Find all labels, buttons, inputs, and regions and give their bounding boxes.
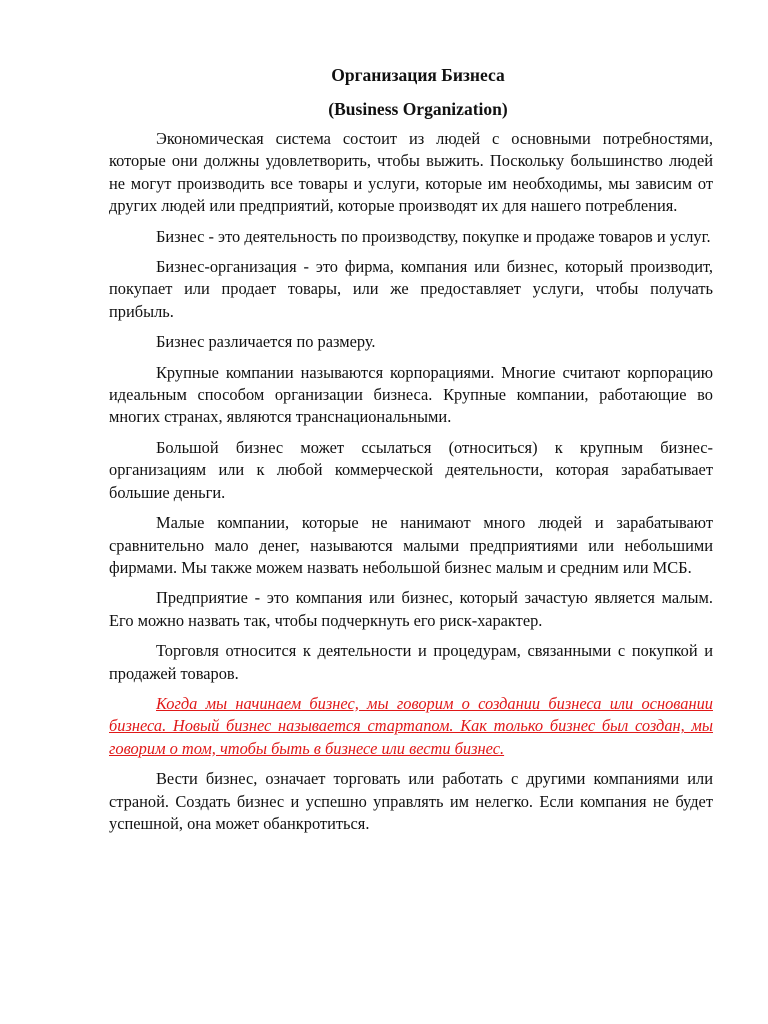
- paragraph-trade: Торговля относится к деятельности и процедурам, связанными с покупкой и продажей товаров.: [109, 641, 713, 683]
- document-page: [109, 64, 713, 843]
- document-subtitle: (Business Organization): [328, 99, 508, 119]
- paragraph-big-business: Большой бизнес может ссылаться (относиться) к крупным бизнес-организациям или к любой коммерческой деятельности, которая зарабатывает большие деньги.: [109, 437, 713, 502]
- paragraph-business-size: Бизнес различается по размеру.: [156, 332, 376, 352]
- paragraph-startup-highlighted: Когда мы начинаем бизнес, мы говорим о создании бизнеса или основании бизнеса. Новый бизнес называется стартапом. Как только бизнес был создан, мы говорим о том, чтобы быть в бизнесе или вести бизнес.: [109, 693, 713, 758]
- paragraph-economic-system: Экономическая система состоит из людей с основными потребностями, которые они должны удовлетворить, чтобы выжить. Поскольку большинство людей не могут производить все товары и услуги, которые им необходимы, мы зависим от других людей или предприятий, которые производят их для нашего потребления.: [109, 129, 713, 216]
- paragraph-corporations: Крупные компании называются корпорациями. Многие считают корпорацию идеальным способом организации бизнеса. Крупные компании, работающие во многих странах, являются транснациональными.: [109, 362, 713, 427]
- document-title: Организация Бизнеса: [331, 65, 505, 85]
- paragraph-doing-business: Вести бизнес, означает торговать или работать с другими компаниями или страной. Создать бизнес и успешно управлять им нелегко. Если компания не будет успешной, она может обанкротиться.: [109, 769, 713, 833]
- paragraph-small-business: Малые компании, которые не нанимают много людей и зарабатывают сравнительно мало денег, называются малыми предприятиями или небольшими фирмами. Мы также можем назвать небольшой бизнес малым и средним или МСБ.: [109, 513, 713, 577]
- paragraph-enterprise: Предприятие - это компания или бизнес, который зачастую является малым. Его можно назвать так, чтобы подчеркнуть его риск-характер.: [109, 588, 713, 630]
- paragraph-business-definition: Бизнес - это деятельность по производству, покупке и продаже товаров и услуг.: [156, 226, 711, 246]
- paragraph-business-organization: Бизнес-организация - это фирма, компания или бизнес, который производит, покупает или продает товары, или же предоставляет услуги, чтобы получать прибыль.: [109, 257, 713, 321]
